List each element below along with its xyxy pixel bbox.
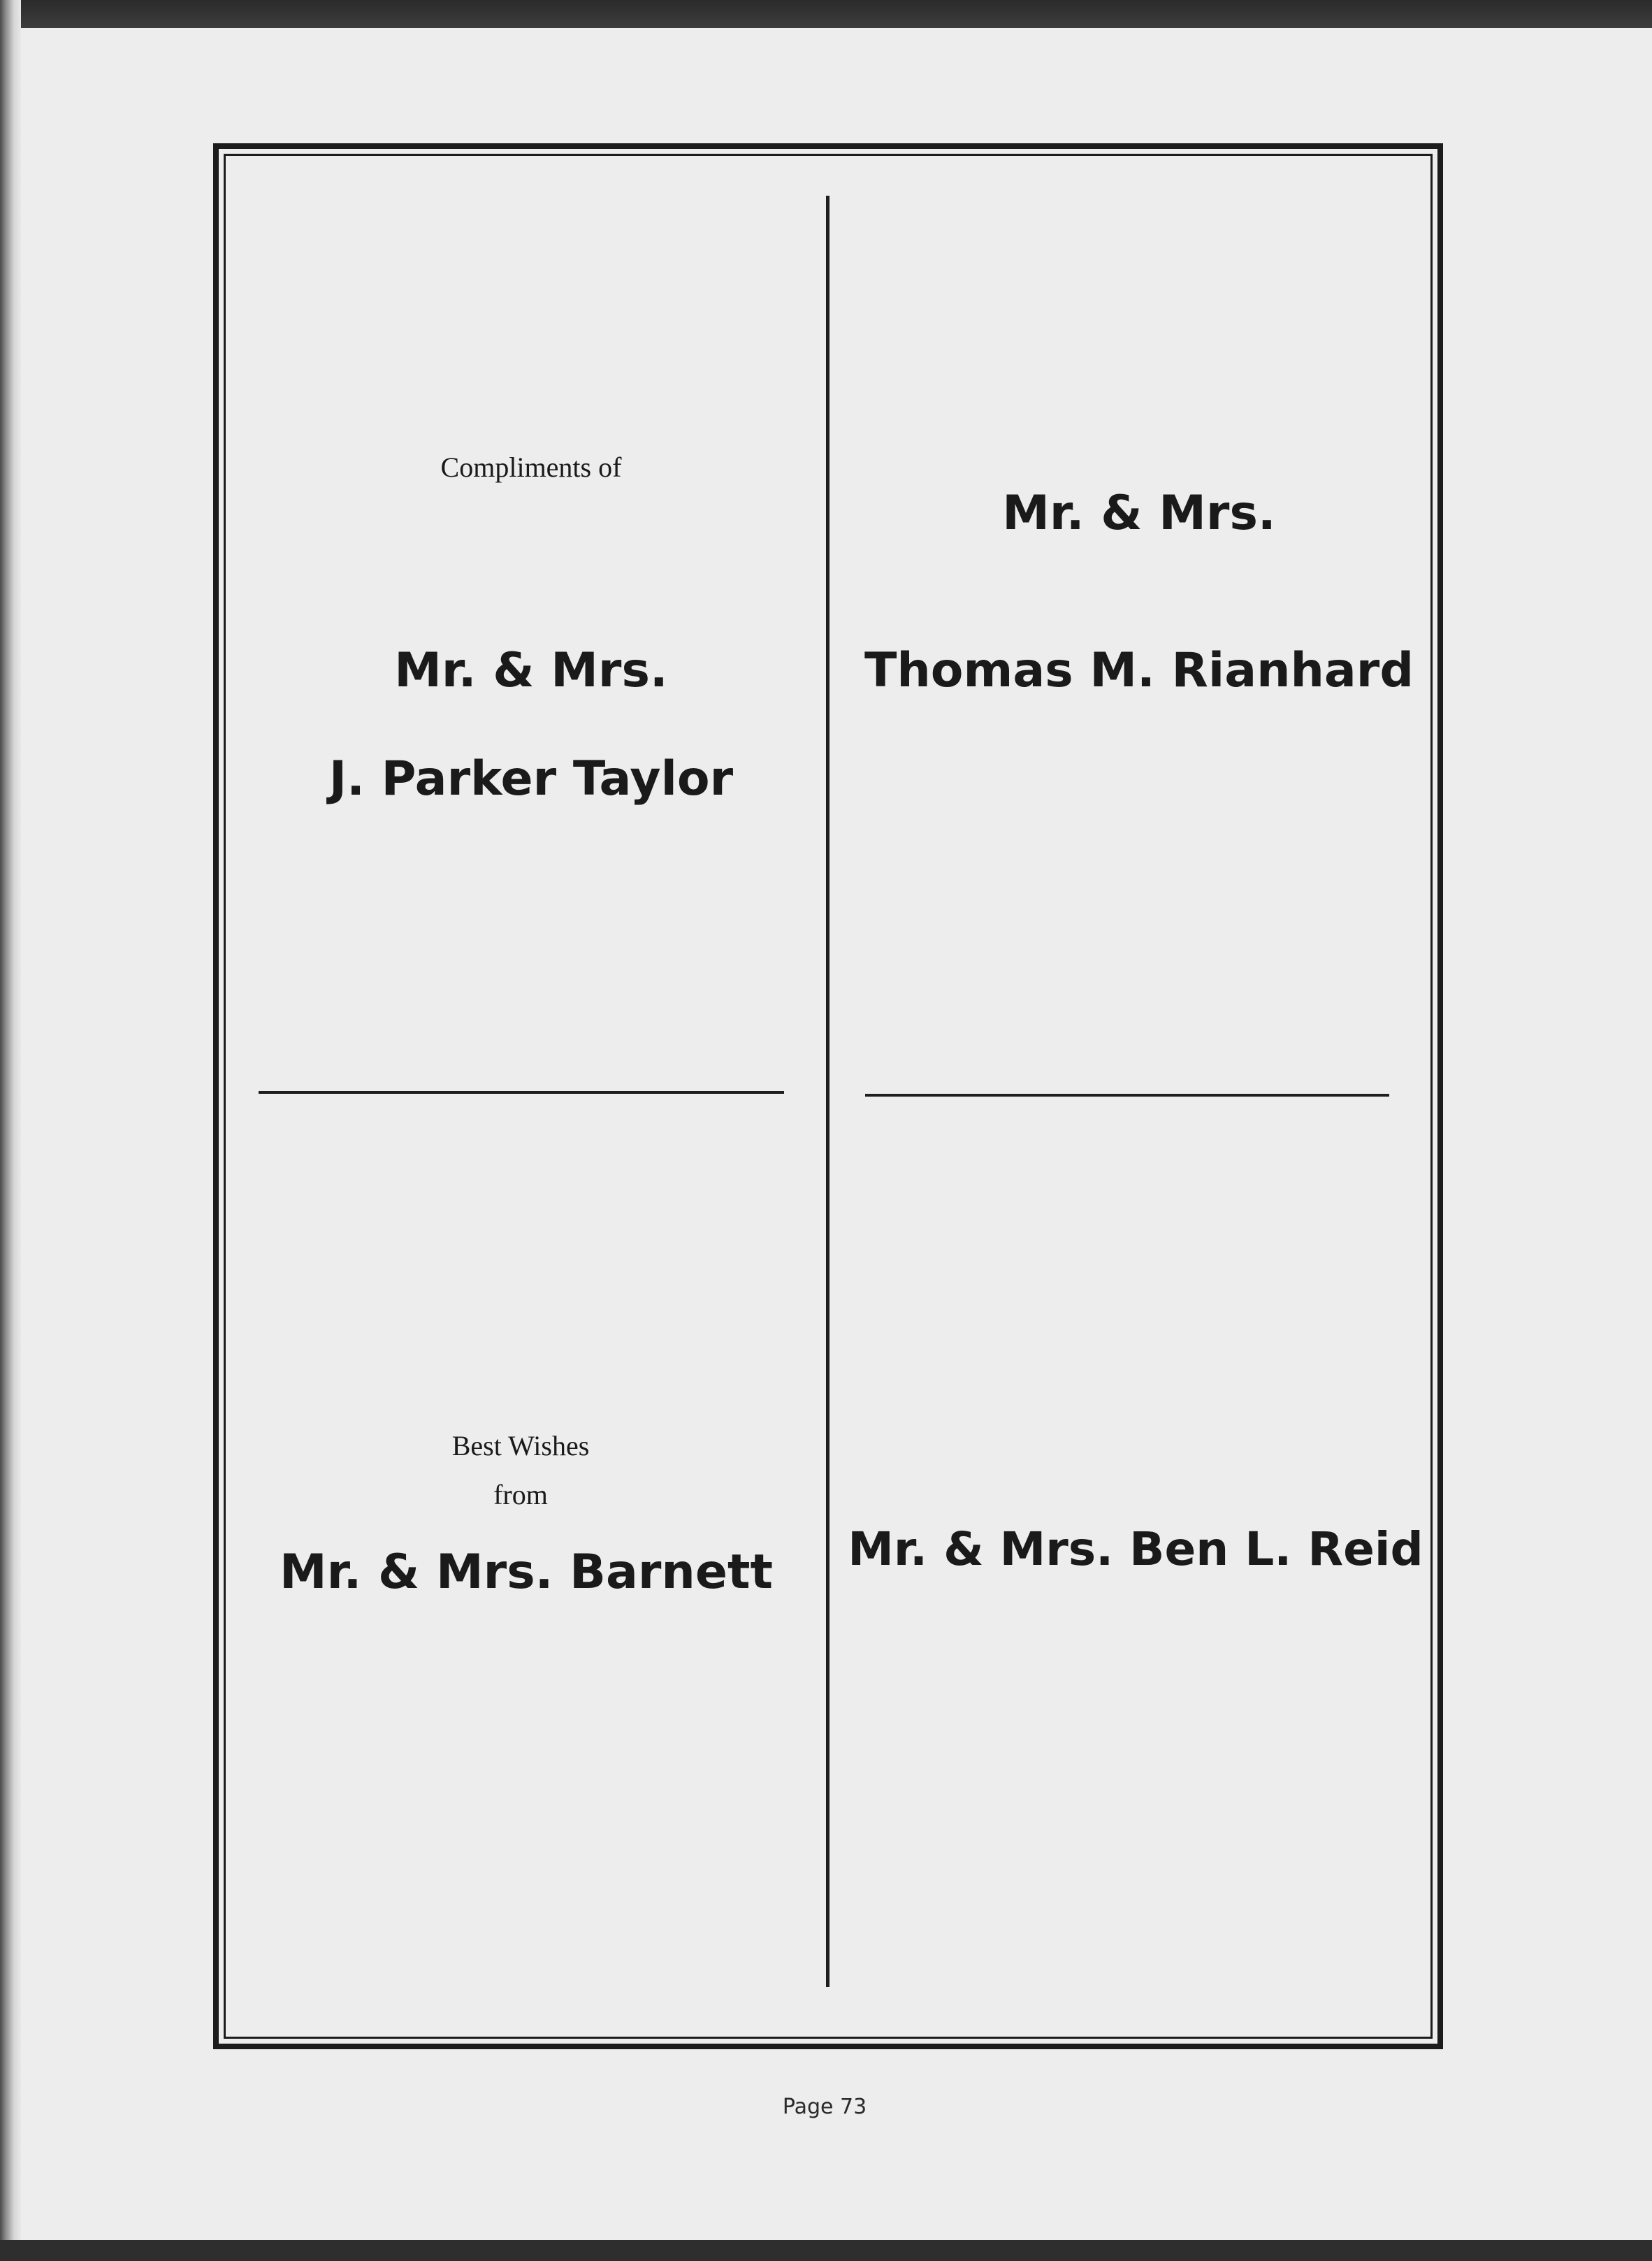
scan-top-edge: [0, 0, 1652, 28]
ad-taylor-intro: Compliments of: [440, 452, 622, 483]
horizontal-divider-left: [259, 1091, 784, 1094]
ad-barnett-intro-from: from: [493, 1479, 548, 1510]
page-number: Page 73: [782, 2095, 867, 2119]
ad-barnett-name: Mr. & Mrs. Barnett: [280, 1545, 773, 1600]
ad-taylor-title: Mr. & Mrs.: [394, 643, 668, 698]
ad-rianhard-title: Mr. & Mrs.: [1002, 486, 1276, 541]
ad-rianhard-name: Thomas M. Rianhard: [864, 643, 1414, 698]
ad-taylor-name: J. Parker Taylor: [328, 751, 734, 807]
ad-reid-name: Mr. & Mrs. Ben L. Reid: [848, 1522, 1423, 1576]
ad-barnett-intro: Best Wishes: [451, 1430, 590, 1461]
scan-bottom-edge: [0, 2240, 1652, 2261]
binding-edge: [0, 0, 21, 2261]
horizontal-divider-right: [865, 1094, 1389, 1097]
vertical-divider: [826, 196, 829, 1987]
